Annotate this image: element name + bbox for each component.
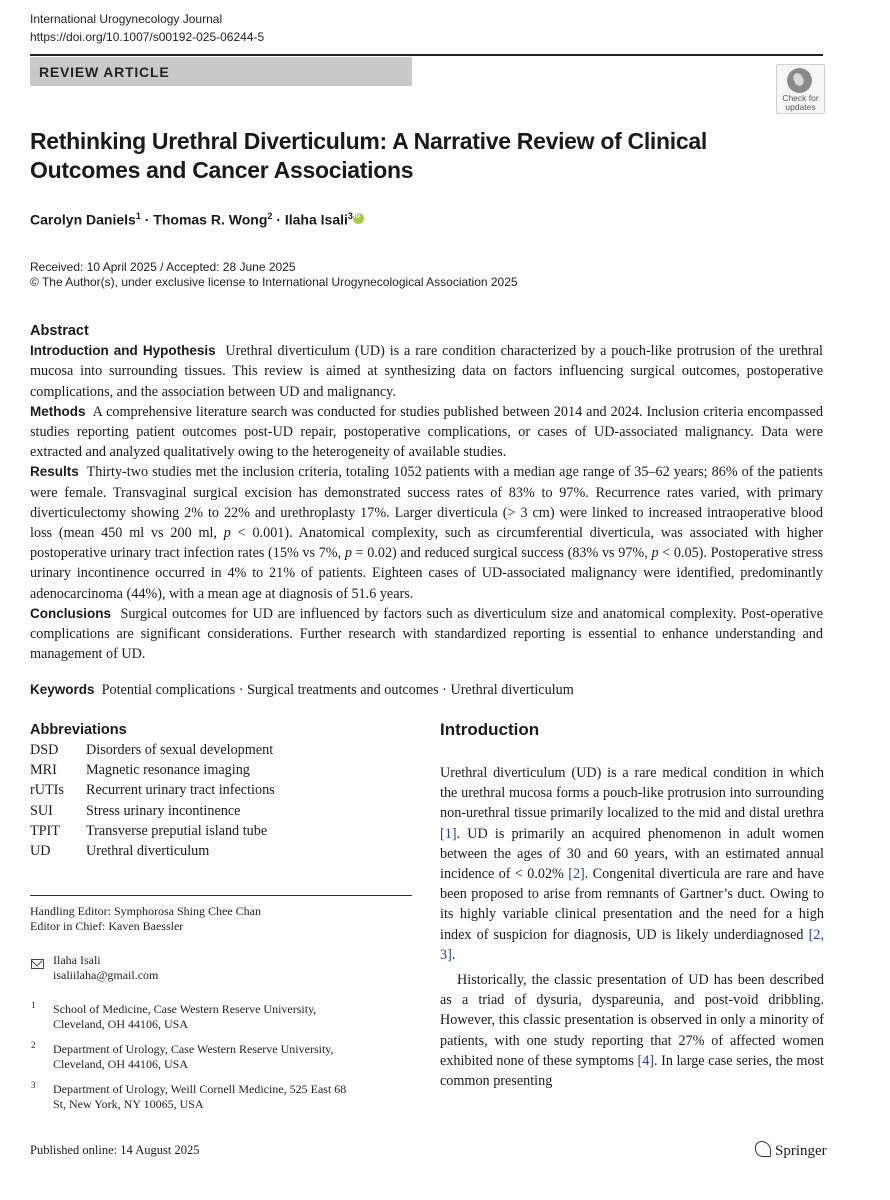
- keywords-label: Keywords: [30, 682, 95, 697]
- abbreviations-section: [30, 722, 412, 861]
- section-label: Methods: [30, 403, 86, 419]
- section-label: Introduction and Hypothesis: [30, 343, 216, 359]
- abbreviation-row: [30, 780, 412, 800]
- section-label: Results: [30, 464, 79, 480]
- abbreviation-term: MRI: [30, 762, 57, 779]
- springer-horse-icon: [755, 1141, 771, 1157]
- title-line-2: Outcomes and Cancer Associations: [30, 157, 414, 183]
- section-text: A comprehensive literature search was conducted for studies published between 2014 and 2024. Inclusion criteria encompassed studies reporting patient outcomes post-UD repair, postoperative complications, or cases of UD-associated malignancy. Data were extracted and analyzed qualitatively owing to the heterogeneity of available studies.: [30, 403, 824, 461]
- affiliation: [53, 1082, 346, 1112]
- abbreviation-term: UD: [30, 843, 51, 860]
- copyright-notice: © The Author(s), under exclusive license to International Urogynecological Association 2025: [30, 275, 518, 289]
- publisher-name: Springer: [775, 1143, 827, 1159]
- abbreviation-definition: Disorders of sexual development: [86, 742, 274, 758]
- citation-link[interactable]: [4]: [637, 1052, 655, 1069]
- published-online: Published online: 14 August 2025: [30, 1143, 200, 1157]
- introduction-heading: Introduction: [440, 720, 540, 739]
- abstract-section: [30, 321, 823, 664]
- publication-dates: [30, 260, 518, 290]
- abbreviation-row: [30, 740, 412, 760]
- abstract-conclusions: [30, 604, 823, 665]
- affiliation-line: School of Medicine, Case Western Reserve University,: [53, 1002, 317, 1016]
- abbreviation-row: [30, 801, 412, 821]
- text-run: .: [451, 946, 456, 963]
- abbreviation-row: [30, 821, 412, 841]
- journal-name: International Urogynecology Journal: [30, 12, 223, 26]
- abbreviation-term: rUTIs: [30, 782, 64, 799]
- author-name[interactable]: Carolyn Daniels: [30, 211, 136, 228]
- abbreviation-definition: Magnetic resonance imaging: [86, 762, 250, 779]
- section-text: Thirty-two studies met the inclusion criteria, totaling 1052 patients with a median age range of 35–62 years; 86% of the patients were female. Transvaginal surgical excision has demonstrated success rates of 83% to 97%. Recurrence rates varied, with primary diverticulectomy showing 2% to 22% and urethroplasty 17%. Larger diverticula (> 3 cm) were linked to increased intraoperative blood loss (mean 450 ml vs 200 ml,: [30, 464, 823, 542]
- affiliation-marker: 2: [267, 211, 273, 221]
- publisher-logo[interactable]: [755, 1141, 827, 1160]
- keywords-text: Potential complications · Surgical treatments and outcomes · Urethral diverticulum: [101, 682, 574, 698]
- abstract-introduction: [30, 341, 823, 402]
- article-title: [30, 127, 810, 185]
- check-for-updates-button[interactable]: [776, 64, 825, 114]
- author-separator: ·: [140, 211, 154, 228]
- text-run: . UD is primarily an acquired phenomenon in adult women between the ages of 30 and 60 years, with an estimated annual incidence of < 0.02%: [440, 825, 824, 883]
- section-text: < 0.001). Anatomical complexity, such as circumferential diverticula, was associated with higher postoperative urinary tract infection rates (15% vs 7%,: [30, 525, 823, 562]
- section-label: Conclusions: [30, 605, 112, 621]
- abstract-methods: [30, 402, 823, 463]
- abstract-results: [30, 462, 823, 603]
- check-updates-icon: [787, 68, 812, 93]
- keywords-line: [30, 682, 574, 699]
- author-name[interactable]: Thomas R. Wong: [153, 211, 268, 228]
- check-updates-line1: Check for: [782, 93, 819, 103]
- affiliation-number: 2: [31, 1040, 36, 1050]
- abbreviation-definition: Urethral diverticulum: [86, 843, 210, 860]
- affiliation-number: 3: [31, 1080, 36, 1090]
- text-run: . In large case series, the most common presenting: [440, 1052, 824, 1090]
- abbreviation-term: SUI: [30, 802, 53, 819]
- section-text: < 0.05). Postoperative stress urinary incontinence occurred in 4% to 21% of patients. Eighteen cases of UD-associated malignancy were identified, predominantly adenocarcinoma (44%), with a mean age at diagnosis of 51.6 years.: [30, 545, 823, 602]
- author-separator: ·: [272, 211, 285, 228]
- footnote-divider: [30, 895, 412, 896]
- check-updates-line2: updates: [785, 102, 816, 112]
- corresponding-author: Ilaha Isali: [53, 953, 101, 967]
- text-run: Historically, the classic presentation of UD has been described as a triad of dysuria, dyspareunia, and post-void dribbling. However, this classic presentation is observed in only a minority of patients, with one study reporting that 27% of affected women exhibited none of these symptoms: [440, 972, 824, 1069]
- affiliation-marker: 3: [347, 211, 353, 221]
- article-type-label: REVIEW ARTICLE: [39, 64, 170, 80]
- envelope-icon: [31, 959, 44, 969]
- handling-editor: Handling Editor: Symphorosa Shing Chee Chan: [30, 904, 261, 918]
- paragraph: [440, 763, 824, 965]
- editor-notes: [30, 904, 261, 934]
- affiliation-line: Department of Urology, Weill Cornell Medicine, 525 East 68: [53, 1082, 347, 1096]
- section-text: = 0.02) and reduced surgical success (83% vs 97%,: [351, 545, 652, 562]
- article-type-banner: [30, 57, 412, 86]
- editor-in-chief: Editor in Chief: Kaven Baessler: [30, 919, 184, 933]
- introduction-body: [440, 763, 824, 1091]
- citation-link[interactable]: [2, 3]: [440, 926, 824, 963]
- correspondence: [53, 953, 158, 983]
- affiliation-marker: 1: [135, 211, 141, 221]
- p-value-symbol: p: [223, 525, 231, 542]
- abstract-heading: Abstract: [30, 323, 89, 339]
- received-accepted: Received: 10 April 2025 / Accepted: 28 June 2025: [30, 260, 296, 274]
- abbreviation-definition: Stress urinary incontinence: [86, 802, 241, 819]
- affiliation-line: St, New York, NY 10065, USA: [53, 1097, 204, 1111]
- author-name[interactable]: Ilaha Isali: [284, 211, 348, 228]
- abbreviation-definition: Recurrent urinary tract infections: [86, 782, 275, 799]
- abbreviation-definition: Transverse preputial island tube: [86, 822, 268, 839]
- affiliation-line: Cleveland, OH 44106, USA: [53, 1057, 188, 1071]
- corresponding-email[interactable]: isaliilaha@gmail.com: [53, 968, 159, 982]
- doi-link[interactable]: https://doi.org/10.1007/s00192-025-06244-5: [30, 30, 265, 44]
- section-text: Surgical outcomes for UD are influenced by factors such as diverticulum size and anatomical complexity. Post-operative complications are significant considerations. Further research with standardized reporting is essential to enhance understanding and management of UD.: [30, 605, 823, 663]
- citation-link[interactable]: [1]: [440, 825, 457, 842]
- citation-link[interactable]: [2]: [568, 866, 585, 883]
- text-run: Urethral diverticulum (UD) is a rare medical condition in which the urethral mucosa forms a pouch-like protrusion into surrounding non-urethral tissue primarily localized to the mid and distal urethra: [440, 765, 824, 822]
- section-text: Urethral diverticulum (UD) is a rare condition characterized by a pouch-like protrusion of the urethral mucosa into surrounding tissues. This review is aimed at synthesizing data on factors influencing surgical outcomes, postoperative complications, and the association between UD and malignancy.: [30, 343, 823, 400]
- abbreviation-row: [30, 760, 412, 780]
- abbreviation-term: TPIT: [30, 822, 60, 839]
- abbreviations-heading: Abbreviations: [30, 722, 127, 738]
- paragraph: [440, 970, 824, 1091]
- title-line-1: Rethinking Urethral Diverticulum: A Narrative Review of Clinical: [30, 128, 707, 154]
- p-value-symbol: p: [344, 545, 352, 562]
- affiliation-line: Cleveland, OH 44106, USA: [53, 1017, 188, 1031]
- abbreviation-term: DSD: [30, 742, 59, 758]
- author-list: [30, 211, 364, 228]
- affiliation: [53, 1042, 334, 1072]
- affiliation-number: 1: [31, 1000, 36, 1010]
- abbreviation-row: [30, 841, 412, 861]
- top-divider: [30, 54, 823, 56]
- affiliation-line: Department of Urology, Case Western Reserve University,: [53, 1042, 334, 1056]
- p-value-symbol: p: [651, 545, 659, 562]
- affiliation: [53, 1002, 316, 1032]
- text-run: . Congenital diverticula are rare and have been proposed to arise from remnants of Gartner’s duct. Owing to its highly variable clinical presentation and the need for a high index of suspicion for diagnosis, UD is likely underdiagnosed: [440, 866, 824, 943]
- orcid-icon[interactable]: [353, 213, 364, 224]
